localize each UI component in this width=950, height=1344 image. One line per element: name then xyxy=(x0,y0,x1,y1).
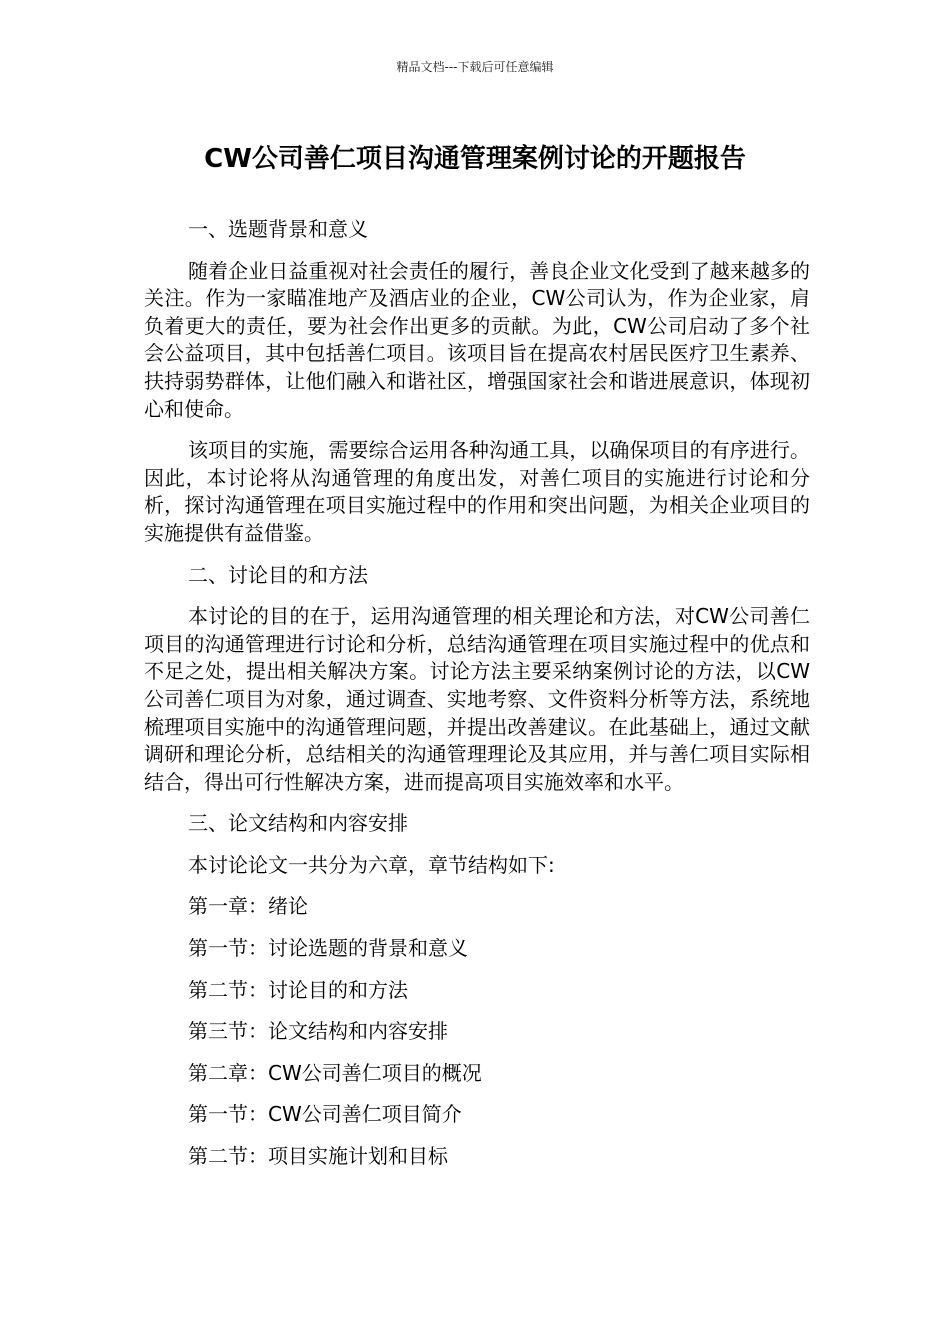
section-1-heading: 一、选题背景和意义 xyxy=(188,217,368,241)
toc-item-chapter-1-section-2: 第二节：讨论目的和方法 xyxy=(188,977,408,1002)
section-2-heading: 二、讨论目的和方法 xyxy=(188,562,368,587)
document-body xyxy=(144,216,810,1185)
section-3-heading: 三、论文结构和内容安排 xyxy=(188,811,408,836)
toc-item-chapter-2-section-1: 第一节：CW公司善仁项目简介 xyxy=(188,1102,462,1127)
section-3-intro: 本讨论论文一共分为六章，章节结构如下: xyxy=(188,852,555,877)
toc-item-chapter-2: 第二章：CW公司善仁项目的概况 xyxy=(188,1060,482,1085)
toc-item-chapter-2-section-2: 第二节：项目实施计划和目标 xyxy=(188,1144,448,1169)
section-2-paragraph-1: 本讨论的目的在于，运用沟通管理的相关理论和方法，对CW公司善仁项目的沟通管理进行讨论和分析，总结沟通管理在项目实施过程中的优点和不足之处，提出相关解决方案。讨论方法主要采纳案例讨论的方法，以CW公司善仁项目为对象，通过调查、实地考察、文件资料分析等方法，系统地梳理项目实施中的沟通管理问题，并提出改善建议。在此基础上，通过文献调研和理论分析，总结相关的沟通管理理论及其应用，并与善仁项目实际相结合，得出可行性解决方案，进而提高项目实施效率和水平。 xyxy=(144,604,810,794)
header-note: 精品文档---下载后可任意编辑 xyxy=(396,60,554,74)
section-1-paragraph-2: 该项目的实施，需要综合运用各种沟通工具，以确保项目的有序进行。因此，本讨论将从沟通管理的角度出发，对善仁项目的实施进行讨论和分析，探讨沟通管理在项目实施过程中的作用和突出问题，为相关企业项目的实施提供有益借鉴。 xyxy=(144,438,810,545)
section-1-paragraph-1: 随着企业日益重视对社会责任的履行，善良企业文化受到了越来越多的关注。作为一家瞄准地产及酒店业的企业，CW公司认为，作为企业家，肩负着更大的责任，要为社会作出更多的贡献。为此，CW公司启动了多个社会公益项目，其中包括善仁项目。该项目旨在提高农村居民医疗卫生素养、扶持弱势群体，让他们融入和谐社区，增强国家社会和谐进展意识，体现初心和使命。 xyxy=(144,258,810,421)
document-title: CW公司善仁项目沟通管理案例讨论的开题报告 xyxy=(204,144,746,174)
toc-item-chapter-1-section-3: 第三节：论文结构和内容安排 xyxy=(188,1019,448,1044)
toc-item-chapter-1: 第一章：绪论 xyxy=(188,894,308,919)
toc-item-chapter-1-section-1: 第一节：讨论选题的背景和意义 xyxy=(188,936,468,961)
